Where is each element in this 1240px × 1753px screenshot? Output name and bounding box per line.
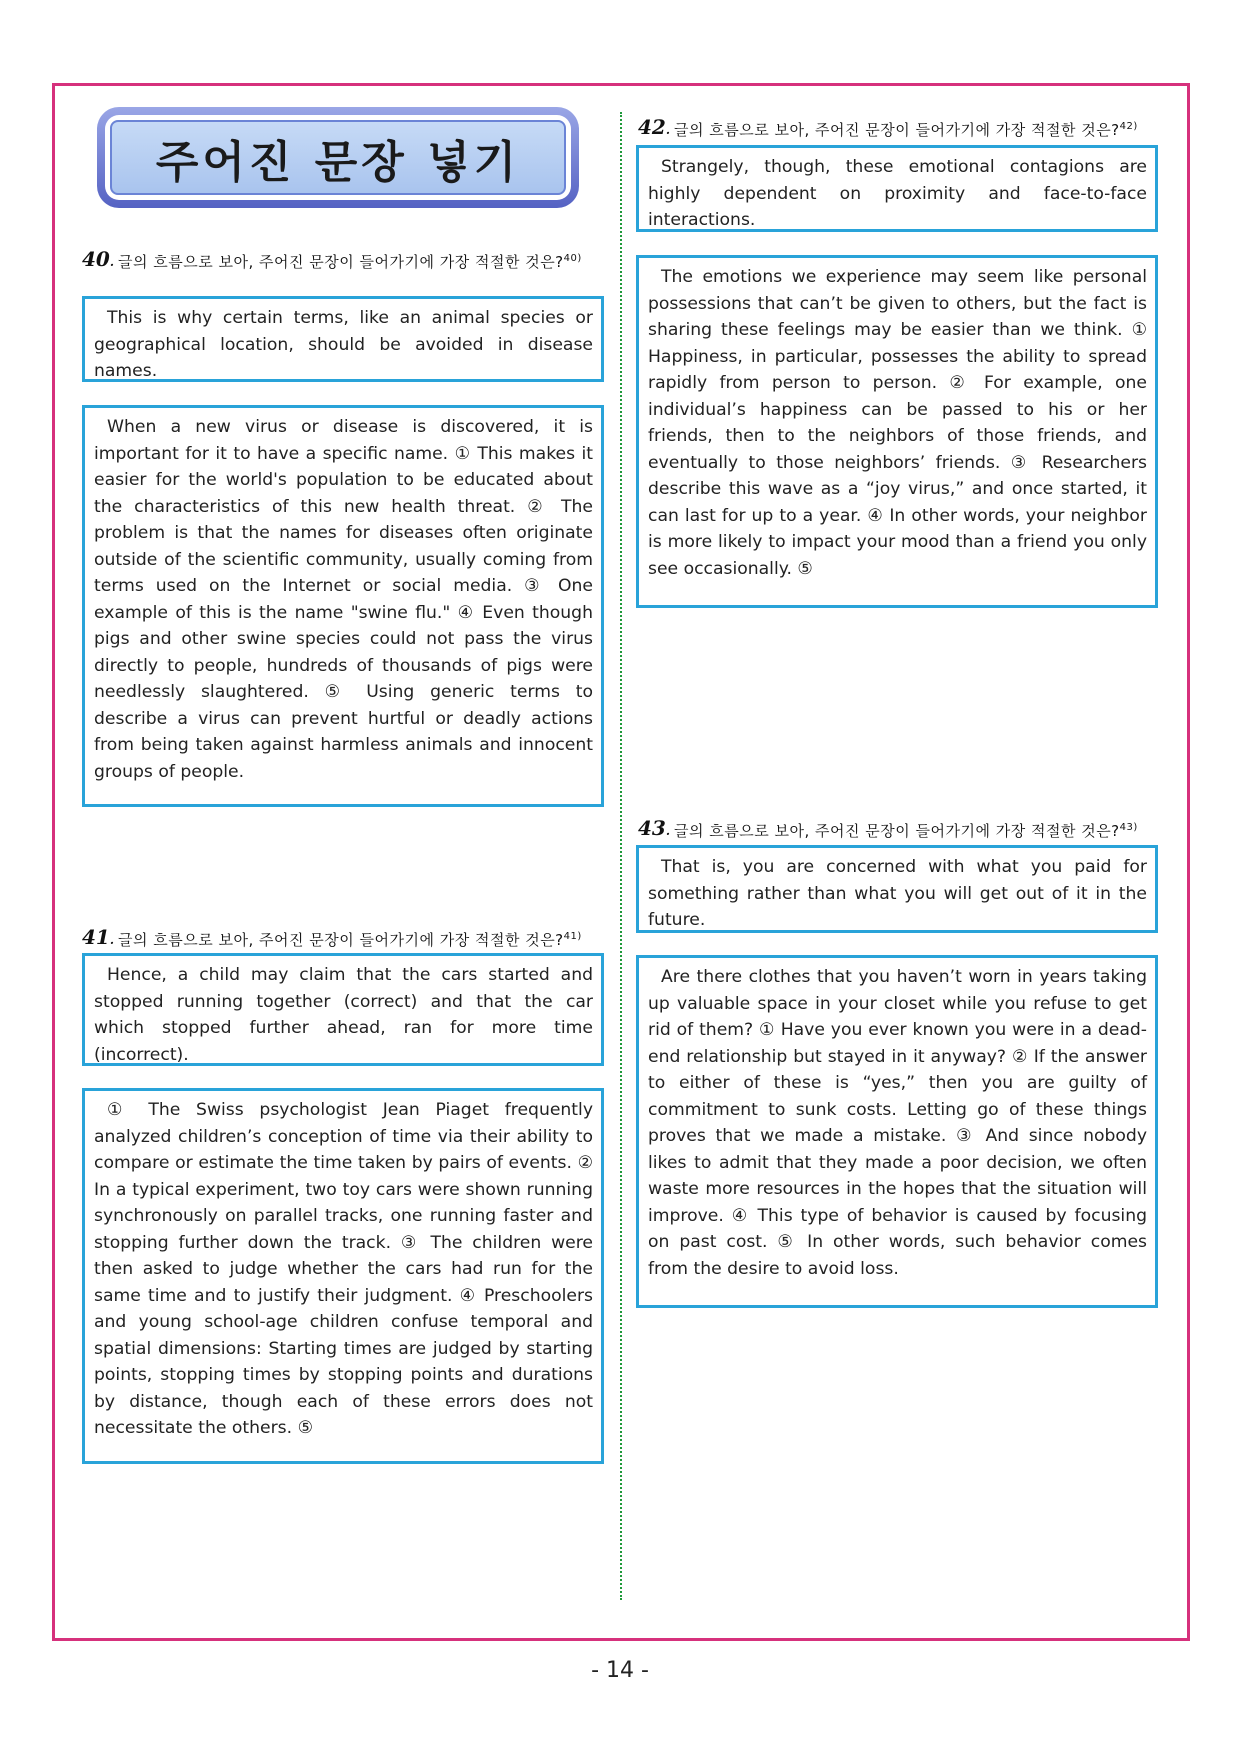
question-41-number: 41. [82, 925, 115, 949]
question-42-number: 42. [638, 115, 671, 139]
question-41-given-text: Hence, a child may claim that the cars started and stopped running together (correct) and that the car which stopped further ahead, ran for more time (incorrect). [94, 965, 593, 1065]
question-42-passage-text: The emotions we experience may seem like personal possessions that can’t be given to others, but the fact is sharing these feelings may be easier than we think. ① Happiness, in particular, possesses the ability to spread rapidly from person to person. ② For example, one individual’s happiness can be passed to his or her friends, then to the neighbors of those friends, and eventually to those neighbors’ friends. ③ Researchers describe this wave as a “joy virus,” and once started, it can last for up to a year. ④ In other words, your neighbor is more likely to impact your mood than a friend you only see occasionally. ⑤ [648, 267, 1147, 579]
column-divider [620, 112, 622, 1600]
question-43-number: 43. [638, 816, 671, 840]
question-43-passage [636, 955, 1158, 1308]
question-42-given-sentence [636, 145, 1158, 232]
question-42-given-text: Strangely, though, these emotional contagions are highly dependent on proximity and face-to-face interactions. [648, 157, 1147, 230]
title-banner-inner [105, 115, 571, 200]
question-42-prompt: 글의 흐름으로 보아, 주어진 문장이 들어가기에 가장 적절한 것은?$^{42)}$ [674, 121, 1138, 139]
question-40-heading [82, 249, 606, 272]
question-41-footnote: 41) [563, 931, 582, 942]
question-40-number: 40. [82, 247, 115, 271]
question-40-given-sentence [82, 296, 604, 382]
question-41-passage [82, 1088, 604, 1464]
question-43-prompt: 글의 흐름으로 보아, 주어진 문장이 들어가기에 가장 적절한 것은?$^{43)}$ [674, 822, 1138, 840]
question-41-prompt: 글의 흐름으로 보아, 주어진 문장이 들어가기에 가장 적절한 것은?$^{41)}$ [118, 931, 582, 949]
question-40-footnote: 40) [563, 253, 582, 264]
question-43-given-text: That is, you are concerned with what you paid for something rather than what you will get out of it in the future. [648, 857, 1147, 930]
question-40-passage [82, 405, 604, 807]
question-40-given-text: This is why certain terms, like an animal species or geographical location, should be avoided in disease names. [94, 308, 593, 381]
question-42-footnote: 42) [1119, 121, 1138, 132]
question-43-footnote: 43) [1119, 822, 1138, 833]
question-42-heading [638, 117, 1162, 140]
question-41-given-sentence [82, 953, 604, 1066]
question-41-heading [82, 927, 606, 950]
question-40-passage-text: When a new virus or disease is discovered, it is important for it to have a specific name. ① This makes it easier for the world's population to be educated about the characteristics of this new health threat. ② The problem is that the names for diseases often originate outside of the scientific community, usually coming from terms used on the Internet or social media. ③ One example of this is the name "swine flu." ④ Even though pigs and other swine species could not pass the virus directly to people, hundreds of thousands of pigs were needlessly slaughtered. ⑤ Using generic terms to describe a virus can prevent hurtful or deadly actions from being taken against harmless animals and innocent groups of people. [94, 417, 593, 782]
question-41-passage-text: ① The Swiss psychologist Jean Piaget frequently analyzed children’s conception of time via their ability to compare or estimate the time taken by pairs of events. ② In a typical experiment, two toy cars were shown running synchronously on parallel tracks, one running faster and stopping further down the track. ③ The children were then asked to judge whether the cars had run for the same time and to justify their judgment. ④ Preschoolers and young school-age children confuse temporal and spatial dimensions: Starting times are judged by starting points, stopping times by stopping points and durations by distance, though each of these errors does not necessitate the others. ⑤ [94, 1100, 593, 1438]
question-43-given-sentence [636, 845, 1158, 933]
question-40-prompt: 글의 흐름으로 보아, 주어진 문장이 들어가기에 가장 적절한 것은?$^{40)}$ [118, 253, 582, 271]
title-banner-core [110, 120, 566, 195]
page-title: 주어진 문장 넣기 [155, 136, 521, 188]
question-42-passage [636, 255, 1158, 608]
title-banner [97, 107, 579, 208]
page-number: - 14 - [591, 1658, 649, 1683]
question-43-passage-text: Are there clothes that you haven’t worn in years taking up valuable space in your closet while you refuse to get rid of them? ① Have you ever known you were in a dead-end relationship but stayed in it anyway? ② If the answer to either of these is “yes,” then you are guilty of commitment to sunk costs. Letting go of these things proves that we made a mistake. ③ And since nobody likes to admit that they made a poor decision, we often waste more resources in the hopes that the situation will improve. ④ This type of behavior is caused by focusing on past cost. ⑤ In other words, such behavior comes from the desire to avoid loss. [648, 967, 1147, 1279]
question-43-heading [638, 818, 1162, 841]
